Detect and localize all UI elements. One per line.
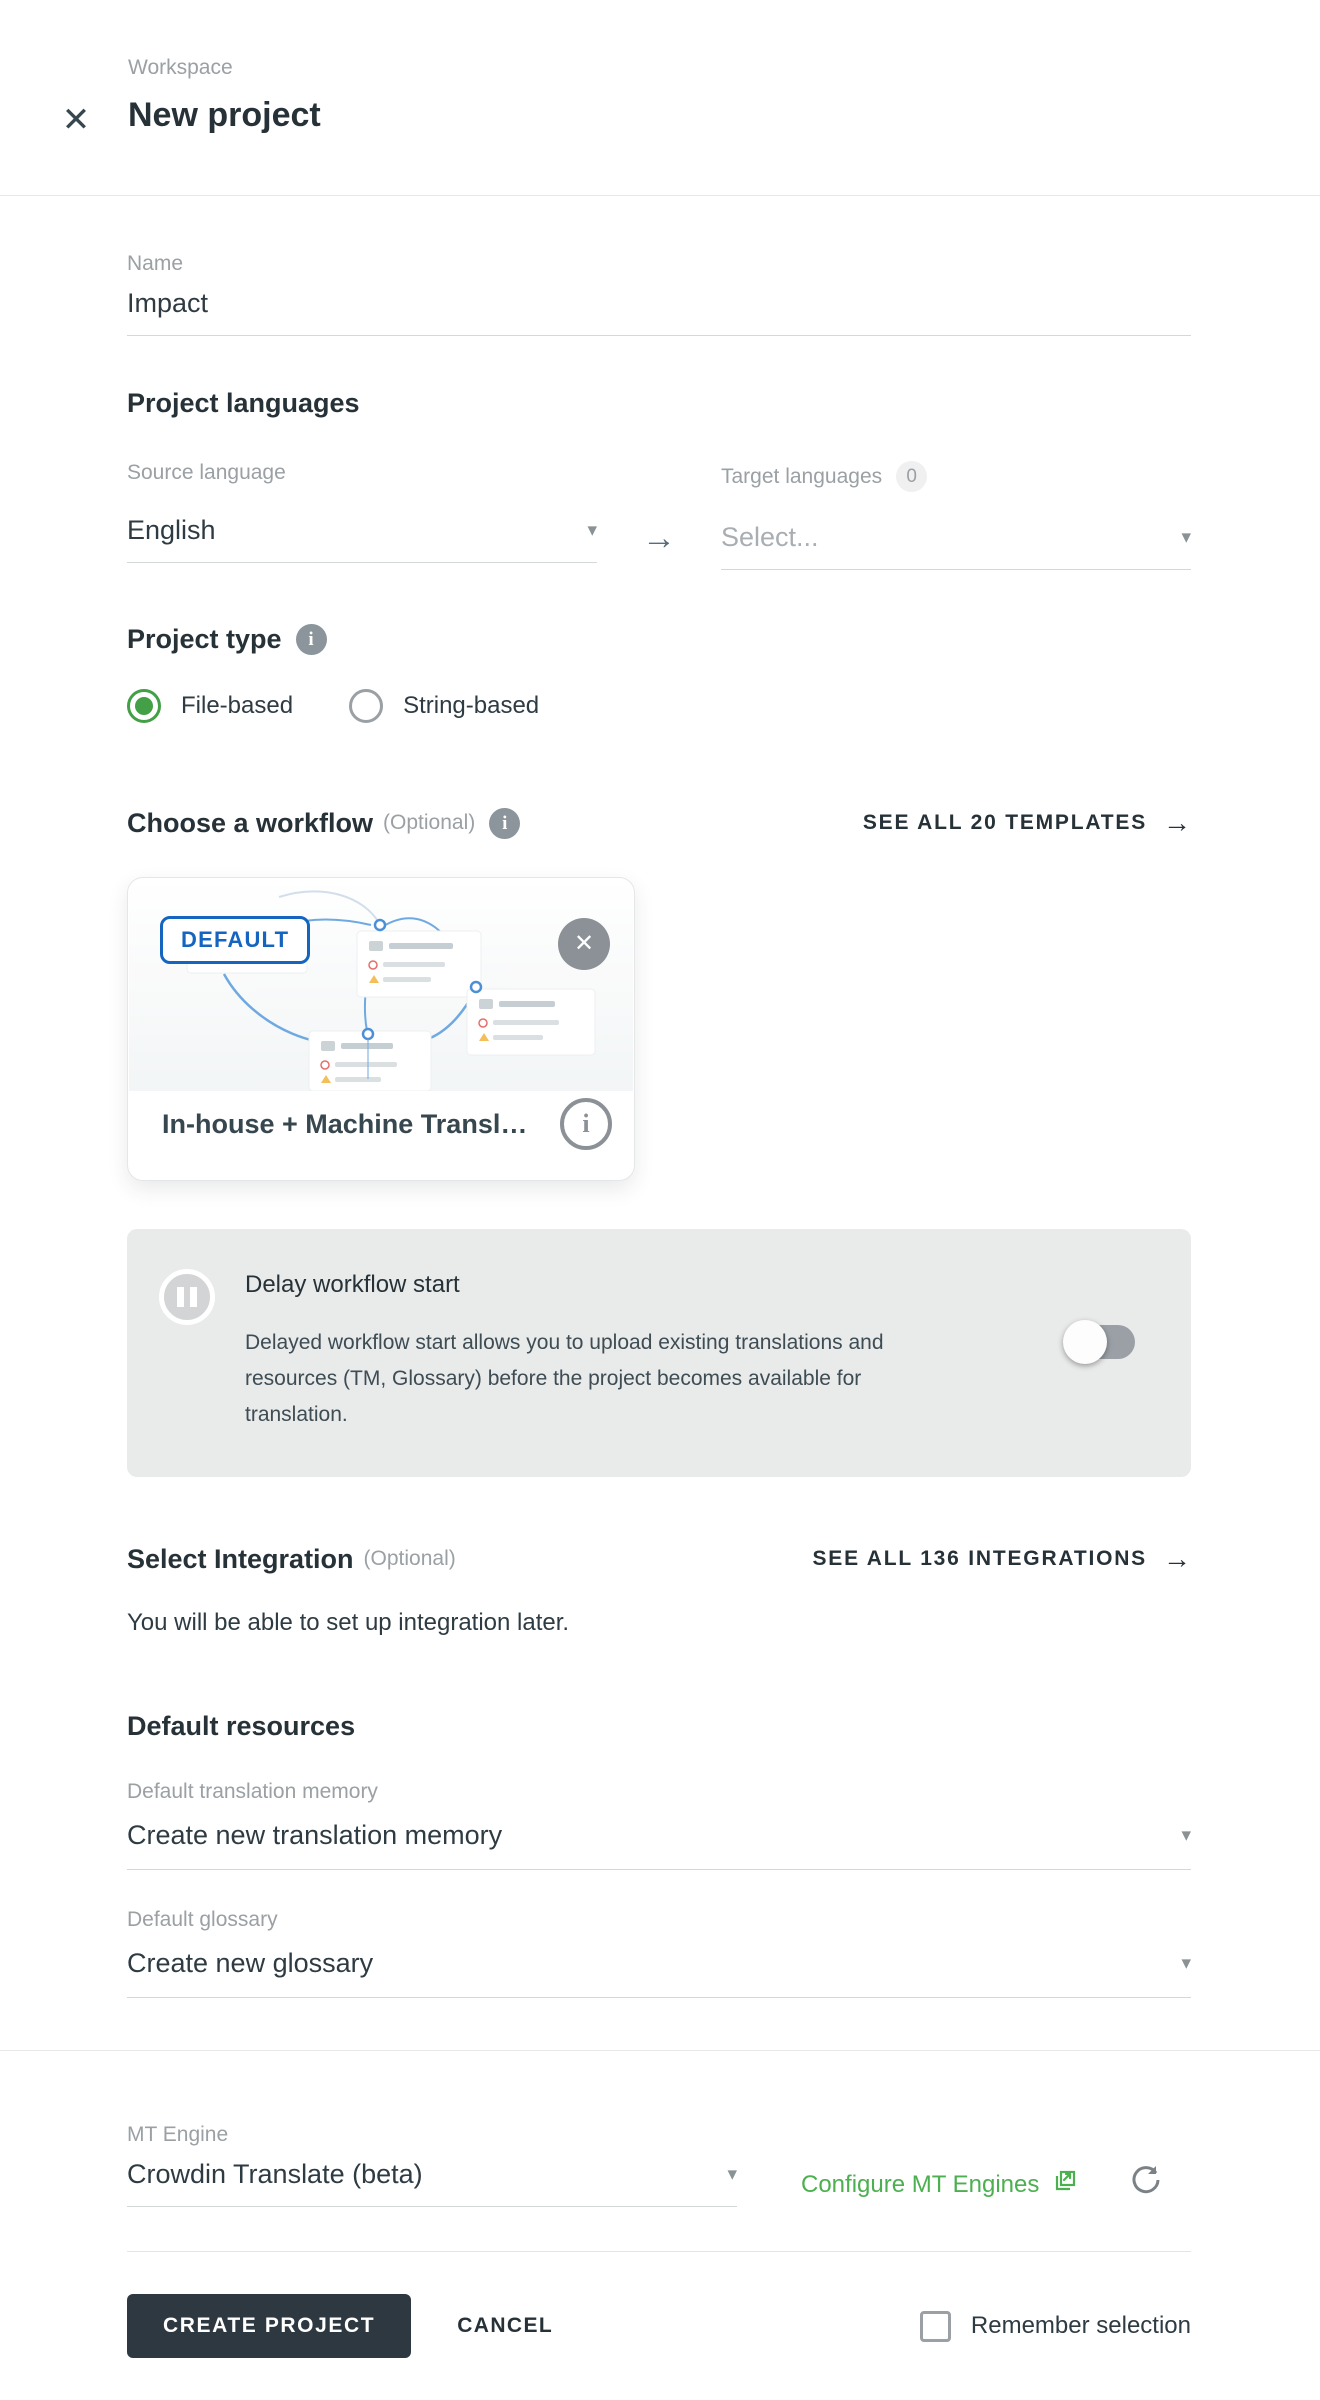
- delay-workflow-panel: [127, 1229, 1191, 1477]
- name-field: [127, 196, 1191, 336]
- translation-memory-underline: [127, 1869, 1191, 1870]
- project-type-heading-row: [127, 624, 1191, 655]
- radio-string-based[interactable]: [349, 689, 539, 723]
- radio-string-based-label: String-based: [403, 692, 540, 719]
- mt-engine-select[interactable]: [127, 2159, 737, 2190]
- workflow-card[interactable]: [127, 877, 635, 1181]
- project-type-options: [127, 689, 1191, 723]
- glossary-underline: [127, 1997, 1191, 1998]
- radio-file-based-label: File-based: [181, 692, 294, 719]
- translation-memory-value: Create new translation memory: [127, 1820, 503, 1850]
- footer-divider: [127, 2251, 1191, 2252]
- glossary-label: Default glossary: [127, 1908, 278, 1931]
- translation-memory-field: [127, 1780, 1191, 1870]
- configure-mt-engines-label: Configure MT Engines: [801, 2170, 1040, 2198]
- info-icon[interactable]: i: [489, 808, 520, 839]
- delay-desc-line: resources (TM, Glossary) before the project becomes available for: [245, 1367, 862, 1390]
- target-languages-select[interactable]: [721, 522, 1191, 553]
- breadcrumb: Workspace: [128, 56, 233, 79]
- remember-selection: [920, 2311, 1191, 2342]
- delay-toggle[interactable]: [1071, 1325, 1135, 1359]
- target-languages-field: [721, 461, 1191, 570]
- cancel-button[interactable]: CANCEL: [457, 2314, 554, 2337]
- chevron-down-icon: ▾: [1181, 1825, 1191, 1846]
- target-languages-underline: [721, 569, 1191, 570]
- mt-engine-label: MT Engine: [127, 2123, 229, 2146]
- mt-engine-field: [127, 2123, 737, 2207]
- mt-engine-row: [127, 2123, 1191, 2207]
- mt-engine-underline: [127, 2206, 737, 2207]
- source-language-underline: [127, 562, 597, 563]
- pause-icon: [159, 1269, 215, 1325]
- source-language-value: English: [127, 515, 216, 545]
- chevron-down-icon: ▾: [1181, 1953, 1191, 1974]
- source-language-label: Source language: [127, 461, 286, 484]
- name-underline: [127, 335, 1191, 336]
- source-language-select[interactable]: [127, 515, 597, 546]
- arrow-right-icon: →: [1163, 807, 1191, 838]
- configure-mt-engines-link[interactable]: [801, 2169, 1077, 2200]
- project-languages-heading: Project languages: [127, 388, 360, 418]
- target-languages-placeholder: Select...: [721, 522, 819, 552]
- arrow-right-icon: →: [642, 519, 676, 557]
- source-language-field: [127, 461, 597, 570]
- translation-memory-select[interactable]: [127, 1820, 1191, 1851]
- close-icon[interactable]: ✕: [61, 101, 91, 139]
- arrow-right-icon: →: [1163, 1543, 1191, 1574]
- integration-note: You will be able to set up integration later.: [127, 1609, 570, 1636]
- toggle-knob: [1063, 1320, 1107, 1364]
- see-all-templates-link[interactable]: [863, 807, 1191, 839]
- integration-optional-label: (Optional): [363, 1547, 456, 1570]
- chevron-down-icon: ▾: [587, 520, 597, 541]
- create-project-button[interactable]: CREATE PROJECT: [127, 2294, 411, 2358]
- delay-desc-line: Delayed workflow start allows you to upload existing translations and: [245, 1331, 884, 1354]
- glossary-field: [127, 1908, 1191, 1998]
- radio-unselected-icon: [349, 689, 383, 723]
- glossary-select[interactable]: [127, 1948, 1191, 1979]
- default-badge: DEFAULT: [160, 916, 310, 964]
- integration-heading: Select Integration: [127, 1543, 354, 1574]
- glossary-value: Create new glossary: [127, 1948, 374, 1978]
- radio-file-based[interactable]: [127, 689, 293, 723]
- see-all-integrations-link[interactable]: [812, 1543, 1191, 1575]
- info-icon[interactable]: i: [296, 624, 327, 655]
- workflow-heading-row: [127, 807, 1191, 839]
- dialog-header: [0, 0, 1320, 196]
- remember-selection-checkbox[interactable]: [920, 2311, 951, 2342]
- workflow-optional-label: (Optional): [383, 811, 476, 834]
- remove-workflow-icon[interactable]: ✕: [558, 918, 610, 970]
- name-label: Name: [127, 252, 184, 275]
- see-all-integrations-label: SEE ALL 136 INTEGRATIONS: [812, 1547, 1147, 1570]
- see-all-templates-label: SEE ALL 20 TEMPLATES: [862, 811, 1147, 834]
- workflow-name: In-house + Machine Transl…: [162, 1108, 528, 1139]
- mt-engine-value: Crowdin Translate (beta): [127, 2159, 423, 2189]
- external-link-icon: [1053, 2169, 1077, 2200]
- delay-desc-line: translation.: [245, 1403, 348, 1426]
- workflow-thumbnail: [129, 879, 633, 1091]
- project-type-heading: Project type: [127, 624, 282, 654]
- page-title: New project: [128, 96, 321, 134]
- languages-row: [127, 461, 1191, 570]
- name-input[interactable]: Impact: [127, 288, 209, 318]
- delay-title: Delay workflow start: [245, 1271, 460, 1298]
- radio-selected-icon: [127, 689, 161, 723]
- default-resources-heading: Default resources: [127, 1711, 356, 1741]
- footer-actions: [127, 2294, 1191, 2358]
- target-languages-label: Target languages: [721, 464, 883, 488]
- delay-description: [245, 1325, 991, 1433]
- chevron-down-icon: ▾: [727, 2164, 737, 2185]
- refresh-icon[interactable]: [1129, 2163, 1163, 2202]
- integration-heading-row: [127, 1543, 1191, 1575]
- section-divider: [0, 2050, 1320, 2051]
- workflow-heading: Choose a workflow: [127, 807, 374, 838]
- target-languages-count-badge: 0: [896, 461, 927, 492]
- remember-selection-label: Remember selection: [970, 2312, 1191, 2339]
- workflow-info-icon[interactable]: i: [560, 1098, 612, 1150]
- translation-memory-label: Default translation memory: [127, 1780, 378, 1803]
- chevron-down-icon: ▾: [1181, 527, 1191, 548]
